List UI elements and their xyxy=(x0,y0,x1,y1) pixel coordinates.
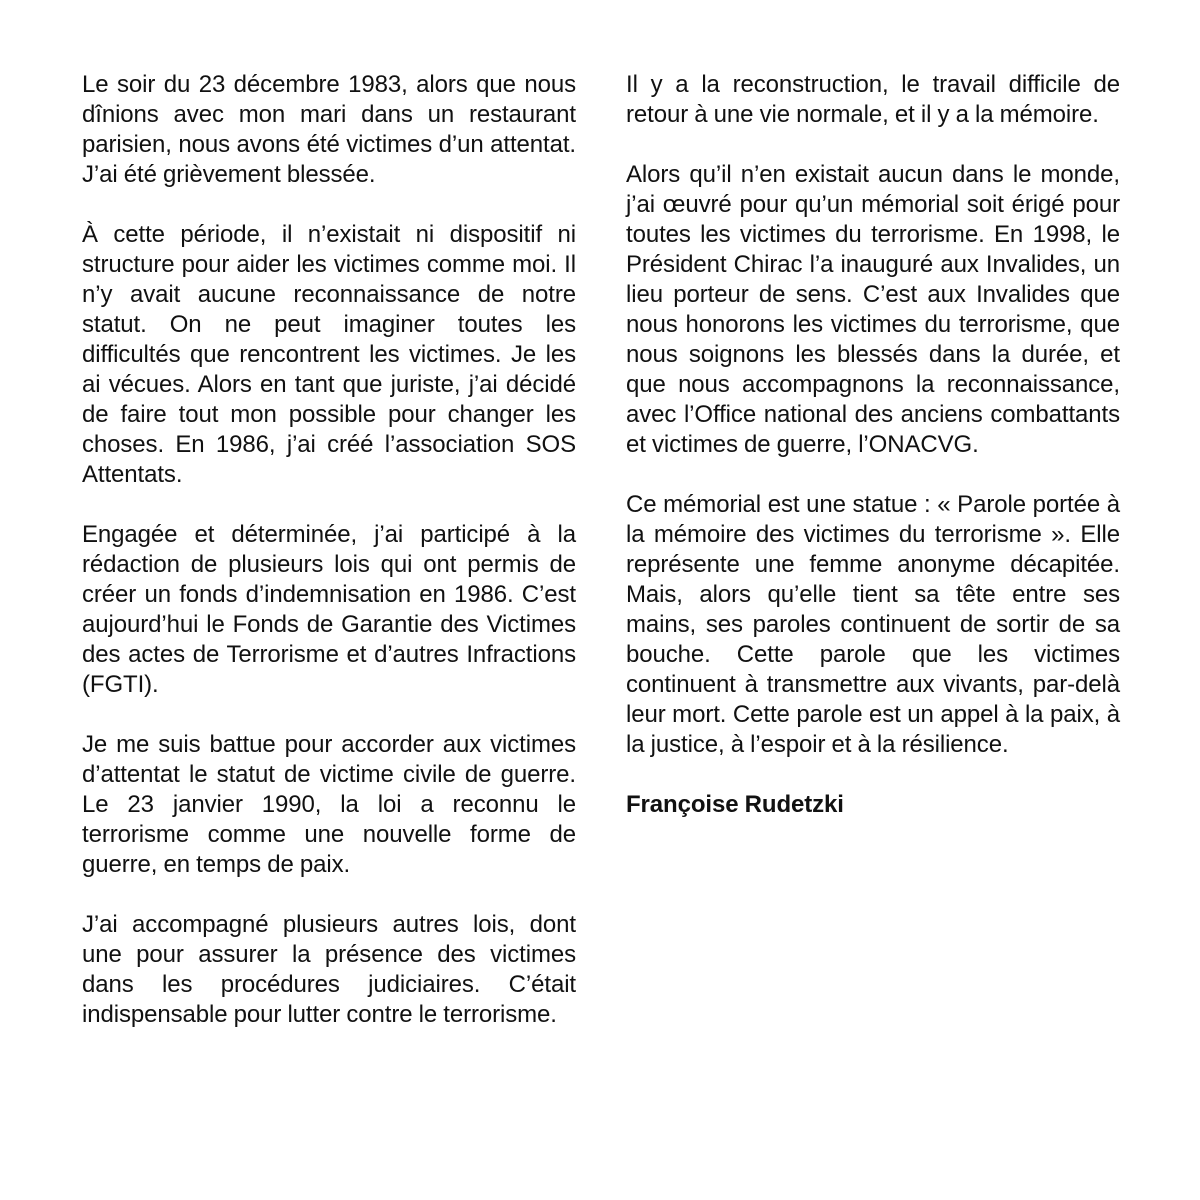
paragraph-judicial-procedures: J’ai accompagné plusieurs autres lois, dont une pour assurer la présence des victimes dans les procédures judiciaires. C’était indispensable pour lutter contre le terrorisme. xyxy=(82,911,576,1028)
paragraph-civil-war-victim-status: Je me suis battue pour accorder aux victimes d’attentat le statut de victime civile de guerre. Le 23 janvier 1990, la loi a reconnu le terrorisme comme une nouvelle forme de guerre, en temps de paix. xyxy=(82,731,576,878)
paragraph-statue: Ce mémorial est une statue : « Parole portée à la mémoire des victimes du terrorisme ». Elle représente une femme anonyme décapitée. Mais, alors qu’elle tient sa tête entre ses mains, ses paroles continuent de sortir de sa bouche. Cette parole que les victimes continuent à transmettre aux vivants, par-delà leur mort. Cette parole est un appel à la paix, à la justice, à l’espoir et à la résilience. xyxy=(626,491,1120,758)
left-text-column xyxy=(82,70,576,1060)
paragraph-sos-attentats: À cette période, il n’existait ni dispositif ni structure pour aider les victimes comme moi. Il n’y avait aucune reconnaissance de notre statut. On ne peut imaginer toutes les difficultés que rencontrent les victimes. Je les ai vécues. Alors en tant que juriste, j’ai décidé de faire tout mon possible pour changer les choses. En 1986, j’ai créé l’association SOS Attentats. xyxy=(82,221,576,488)
paragraph-memorial-invalides: Alors qu’il n’en existait aucun dans le monde, j’ai œuvré pour qu’un mémorial soit érigé pour toutes les victimes du terrorisme. En 1998, le Président Chirac l’a inauguré aux Invalides, un lieu porteur de sens. C’est aux Invalides que nous honorons les victimes du terrorisme, que nous soignons les blessés dans la durée, et que nous accompagnons la reconnaissance, avec l’Office national des anciens combattants et victimes de guerre, l’ONACVG. xyxy=(626,161,1120,458)
paragraph-attack-1983: Le soir du 23 décembre 1983, alors que nous dînions avec mon mari dans un restaurant parisien, nous avons été victimes d’un attentat. J’ai été grièvement blessée. xyxy=(82,71,576,188)
paragraph-reconstruction: Il y a la reconstruction, le travail difficile de retour à une vie normale, et il y a la mémoire. xyxy=(626,71,1120,128)
right-text-column xyxy=(626,70,1120,850)
author-signature: Françoise Rudetzki xyxy=(626,791,844,818)
paragraph-fgti: Engagée et déterminée, j’ai participé à la rédaction de plusieurs lois qui ont permis de créer un fonds d’indemnisation en 1986. C’est aujourd’hui le Fonds de Garantie des Victimes des actes de Terrorisme et d’autres Infractions (FGTI). xyxy=(82,521,576,698)
